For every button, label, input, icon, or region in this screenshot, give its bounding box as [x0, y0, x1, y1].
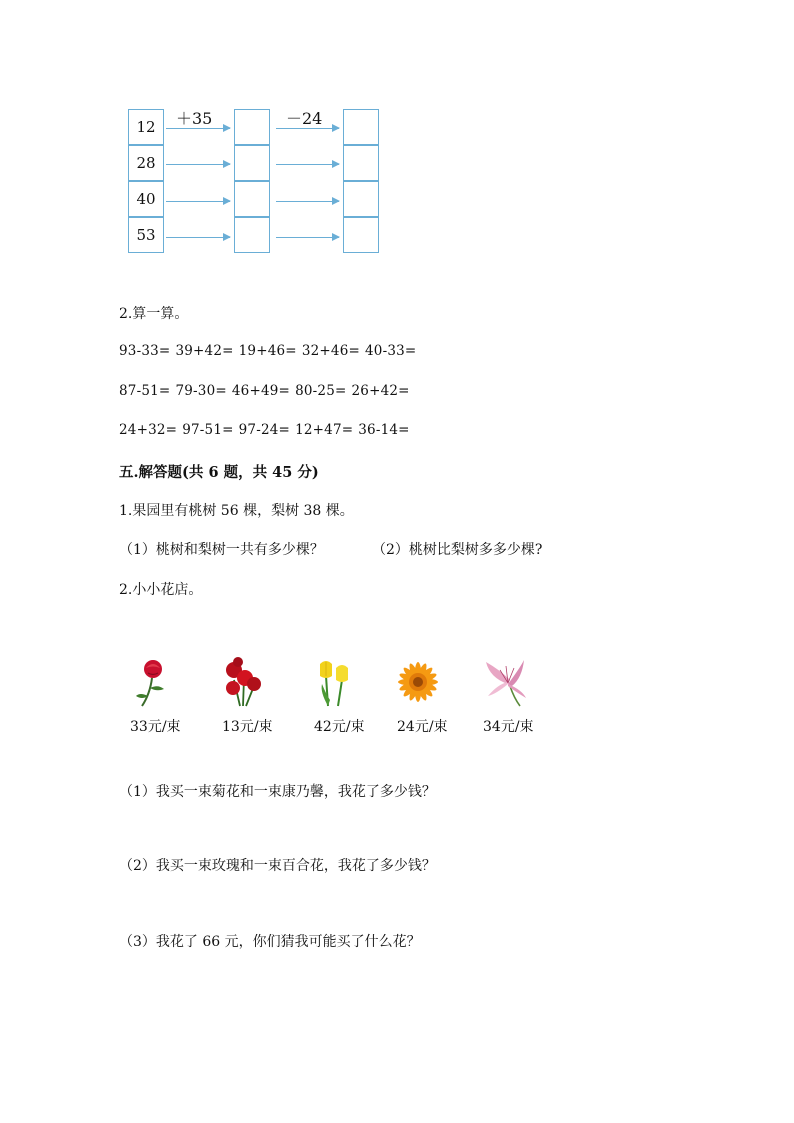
arrow-icon — [166, 201, 230, 202]
answer-cell[interactable] — [343, 217, 379, 253]
question-title: 2.算一算。 — [119, 306, 189, 322]
calc-item: 93-33= — [119, 343, 171, 359]
calc-item: 79-30= — [175, 383, 227, 399]
answer-cell[interactable] — [234, 109, 270, 145]
calc-row — [119, 383, 415, 399]
calc-row — [119, 343, 421, 359]
answer-cell[interactable] — [343, 181, 379, 217]
answer-cell[interactable] — [234, 181, 270, 217]
calc-item: 46+49= — [231, 383, 291, 399]
flower-price: 42元/束 — [314, 719, 365, 735]
calc-item: 80-25= — [295, 383, 347, 399]
arrow-table-diagram — [118, 104, 398, 264]
arrow-icon — [276, 201, 339, 202]
sub-question: （1）桃树和梨树一共有多少棵？ — [119, 542, 324, 558]
calc-item: 40-33= — [365, 343, 417, 359]
carnation-icon — [218, 656, 268, 708]
calc-item: 26+42= — [351, 383, 410, 399]
calc-item: 32+46= — [301, 343, 360, 359]
arrow-icon — [166, 237, 230, 238]
input-cell: 53 — [128, 217, 164, 253]
sub-question: （3）我花了 66 元，你们猜我可能买了什么花？ — [119, 934, 421, 950]
rose-icon — [128, 656, 178, 708]
arrow-icon — [166, 128, 230, 129]
lily-icon — [480, 656, 530, 708]
answer-cell[interactable] — [234, 145, 270, 181]
flower-price: 34元/束 — [483, 719, 534, 735]
chrysanthemum-icon — [393, 656, 443, 708]
flower-price: 33元/束 — [130, 719, 181, 735]
op-label-plus: ＋35 — [176, 109, 213, 128]
calc-item: 19+46= — [238, 343, 297, 359]
calc-item: 24+32= — [119, 422, 178, 438]
arrow-icon — [276, 128, 339, 129]
flower-price: 13元/束 — [222, 719, 273, 735]
answer-cell[interactable] — [343, 109, 379, 145]
calc-item: 12+47= — [295, 422, 354, 438]
op-label-minus: －24 — [286, 109, 323, 128]
calc-item: 97-51= — [182, 422, 234, 438]
calc-item: 87-51= — [119, 383, 171, 399]
calc-item: 97-24= — [238, 422, 291, 438]
calc-item: 36-14= — [358, 422, 410, 438]
input-cell: 28 — [128, 145, 164, 181]
calc-row — [119, 422, 415, 438]
sub-question: （2）我买一束玫瑰和一束百合花，我花了多少钱？ — [119, 858, 436, 874]
calc-item: 39+42= — [175, 343, 234, 359]
input-cell: 40 — [128, 181, 164, 217]
problem-text: 2.小小花店。 — [119, 582, 203, 598]
flower-price: 24元/束 — [397, 719, 448, 735]
tulip-icon — [310, 656, 360, 708]
input-cell: 12 — [128, 109, 164, 145]
sub-question: （1）我买一束菊花和一束康乃馨，我花了多少钱？ — [119, 784, 436, 800]
answer-cell[interactable] — [234, 217, 270, 253]
sub-question: （2）桃树比梨树多多少棵? — [372, 542, 543, 558]
arrow-icon — [276, 237, 339, 238]
arrow-icon — [166, 164, 230, 165]
section-heading: 五.解答题(共 6 题，共 45 分) — [119, 464, 319, 481]
arrow-icon — [276, 164, 339, 165]
problem-text: 1.果园里有桃树 56 棵，梨树 38 棵。 — [119, 503, 354, 519]
answer-cell[interactable] — [343, 145, 379, 181]
